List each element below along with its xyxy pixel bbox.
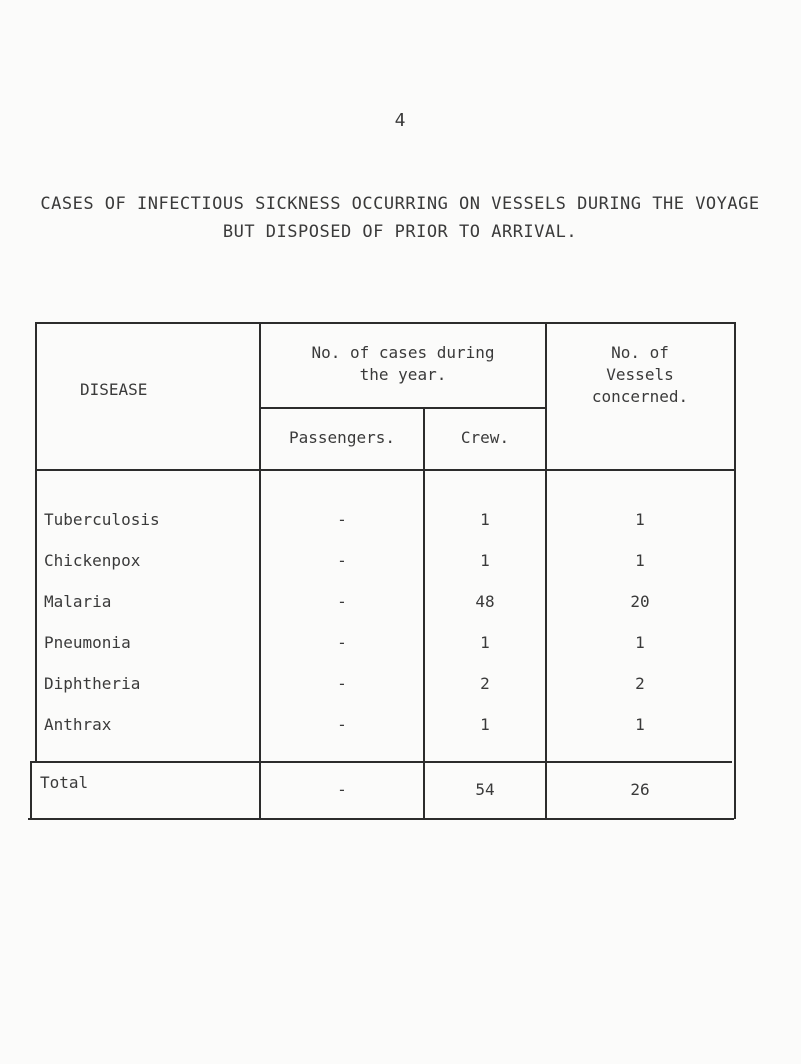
subheader-rule: [260, 407, 546, 409]
left-border-total: [30, 761, 32, 819]
right-border: [734, 322, 736, 819]
row-passengers: -: [337, 633, 347, 652]
row-crew: 1: [480, 551, 490, 570]
row-disease: Pneumonia: [44, 633, 131, 652]
page-number: 4: [394, 110, 407, 131]
header-vessels: [546, 342, 734, 408]
header-vessels-line-2: Vessels: [606, 365, 674, 384]
row-passengers: -: [337, 715, 347, 734]
row-vessels: 1: [635, 715, 645, 734]
row-vessels: 2: [635, 674, 645, 693]
header-bottom-rule: [36, 469, 736, 471]
table-top-rule: [36, 322, 736, 324]
header-passengers: Passengers.: [289, 428, 395, 447]
row-passengers: -: [337, 592, 347, 611]
table-bottom-rule: [28, 818, 734, 820]
title-line-1: CASES OF INFECTIOUS SICKNESS OCCURRING ON VESSELS DURING THE VOYAGE: [40, 194, 760, 214]
total-crew: 54: [475, 780, 495, 799]
header-cases-group: [260, 342, 546, 386]
row-crew: 2: [480, 674, 490, 693]
row-vessels: 1: [635, 510, 645, 529]
header-disease: DISEASE: [80, 380, 148, 399]
row-disease: Tuberculosis: [44, 510, 160, 529]
row-vessels: 20: [630, 592, 650, 611]
total-top-rule: [30, 761, 732, 763]
passengers-col-rule: [423, 407, 425, 818]
row-crew: 1: [480, 633, 490, 652]
row-disease: Anthrax: [44, 715, 112, 734]
header-vessels-line-1: No. of: [611, 343, 669, 362]
row-passengers: -: [337, 510, 347, 529]
row-crew: 48: [475, 592, 495, 611]
left-border: [35, 322, 37, 762]
total-label: Total: [40, 773, 89, 792]
row-disease: Chickenpox: [44, 551, 141, 570]
header-cases-line-1: No. of cases during: [311, 343, 495, 362]
header-cases-line-2: the year.: [359, 365, 447, 384]
row-vessels: 1: [635, 633, 645, 652]
row-disease: Malaria: [44, 592, 112, 611]
row-vessels: 1: [635, 551, 645, 570]
header-crew: Crew.: [460, 428, 510, 447]
row-crew: 1: [480, 715, 490, 734]
row-disease: Diphtheria: [44, 674, 141, 693]
header-vessels-line-3: concerned.: [591, 387, 689, 406]
row-passengers: -: [337, 674, 347, 693]
total-vessels: 26: [630, 780, 650, 799]
title-line-2: BUT DISPOSED OF PRIOR TO ARRIVAL.: [222, 222, 578, 242]
row-passengers: -: [337, 551, 347, 570]
row-crew: 1: [480, 510, 490, 529]
total-passengers: -: [337, 780, 347, 799]
